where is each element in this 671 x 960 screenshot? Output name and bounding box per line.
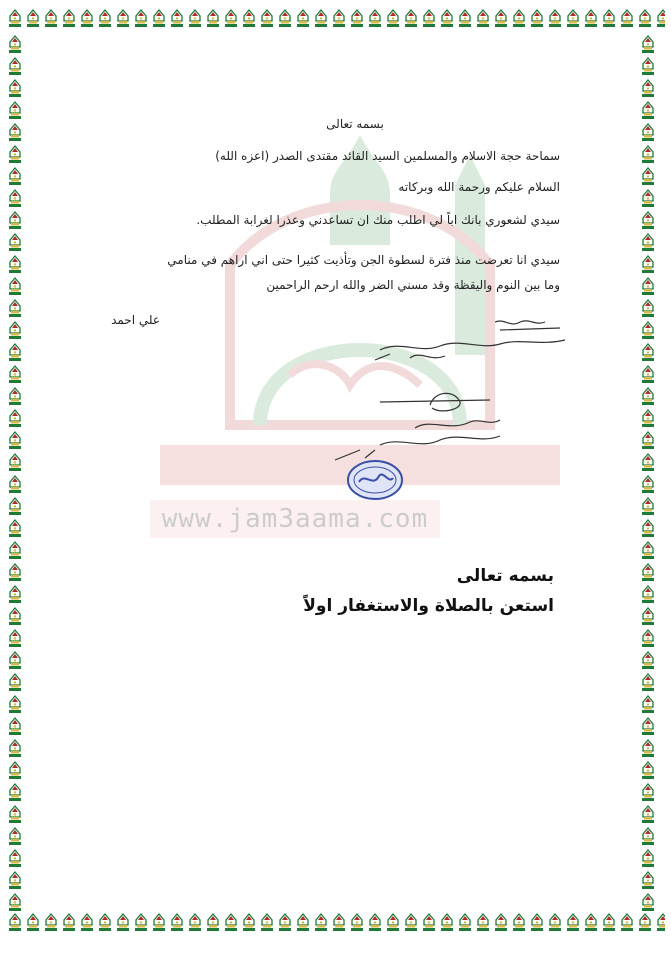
letter-line-greeting: السلام عليكم ورحمة الله وبركاته [398,180,560,194]
letter-line-request: سيدي لشعوري بانك اباً لي اطلب منك ان تساعدني وعذرا لغرابة المطلب. [196,213,560,227]
seal-stamp-icon [345,458,405,502]
letter-title: بسمه تعالى [326,117,384,131]
letter-line-problem-cont: وما بين النوم واليقظة وقد مسني الضر والله ارحم الراحمين [266,278,560,292]
decorative-border-left [6,34,32,912]
watermark-url: www.jam3aama.com [150,500,440,538]
decorative-border-bottom [6,912,665,938]
answer-text: استعن بالصلاة والاستغفار اولاً [303,596,554,616]
decorative-border-right [639,34,665,912]
answer-title: بسمه تعالى [456,566,554,586]
letter-line-problem: سيدي انا تعرضت منذ فترة لسطوة الجن وتأذيت كثيرا حتى اني اراهم في منامي [167,253,560,267]
letter-line-salutation: سماحة حجة الاسلام والمسلمين السيد القائد مقتدى الصدر (اعزه الله) [215,149,560,163]
sender-signature: علي احمد [111,313,160,327]
decorative-border-top [6,8,665,34]
